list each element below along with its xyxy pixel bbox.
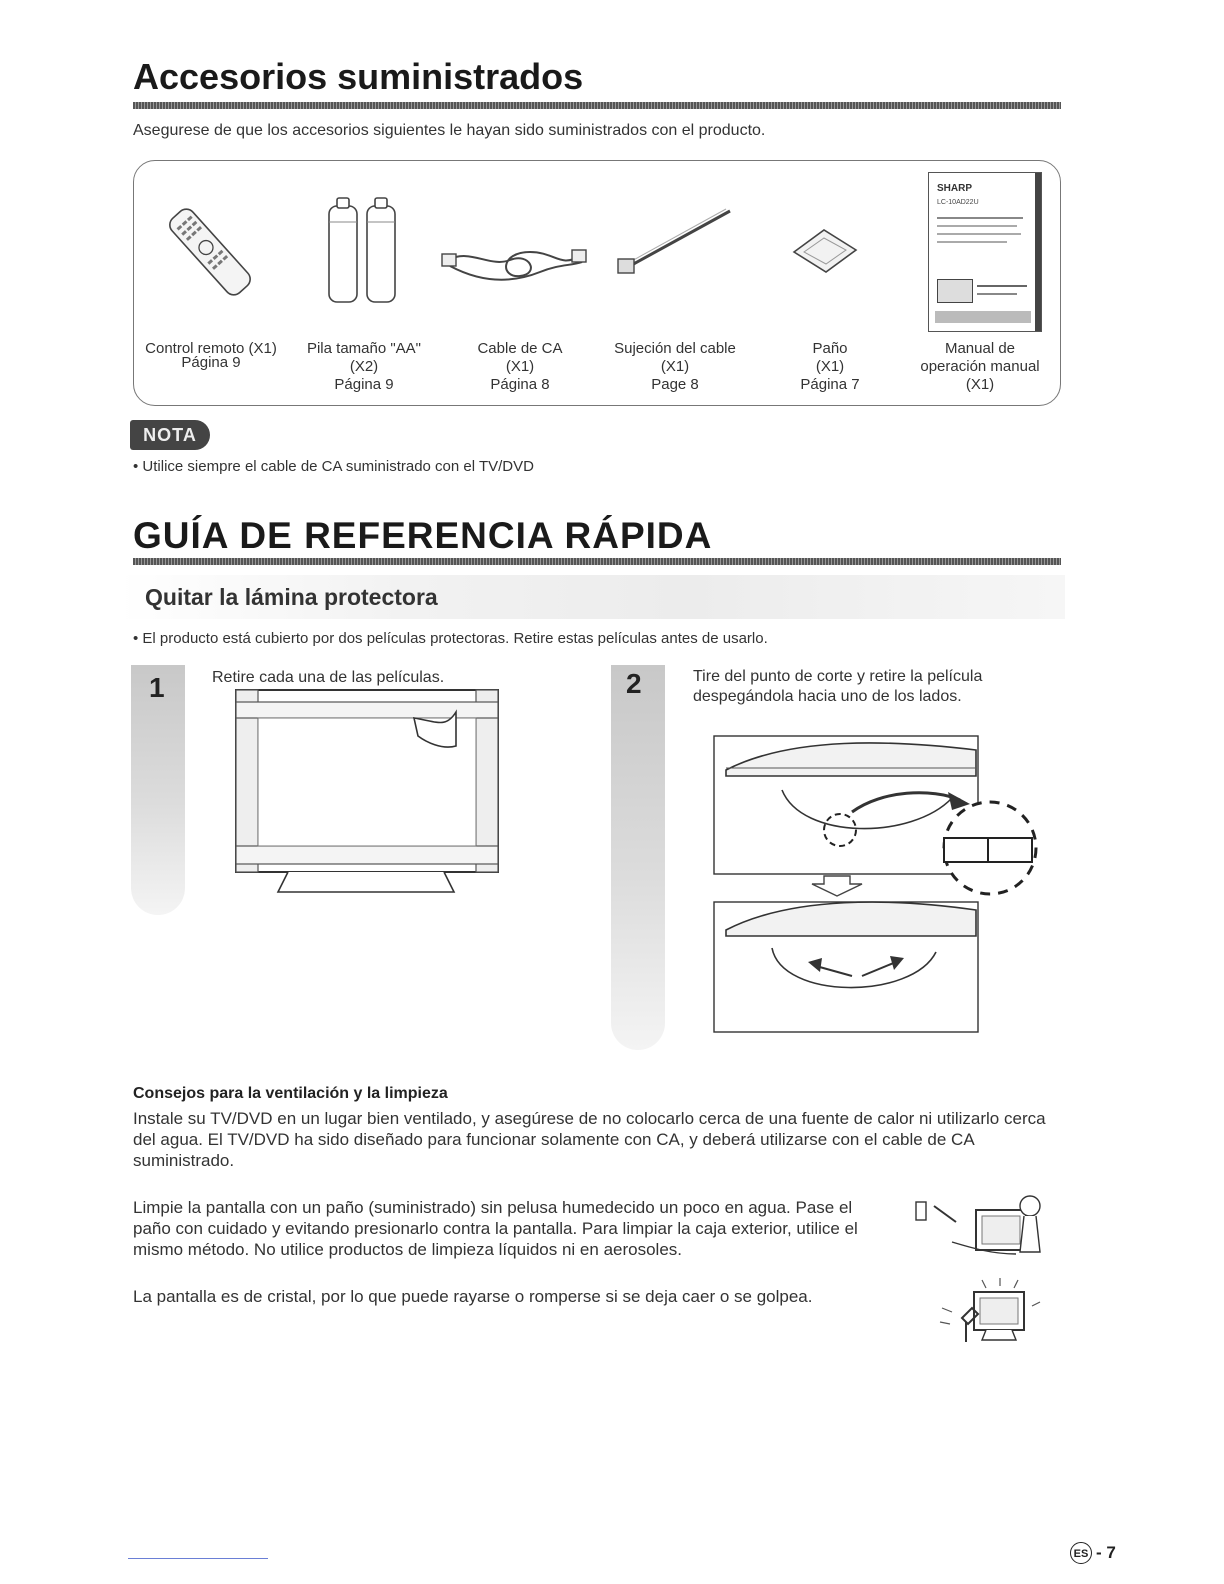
- note-text: • Utilice siempre el cable de CA suministrado con el TV/DVD: [133, 458, 534, 475]
- guide-title: GUÍA DE REFERENCIA RÁPIDA: [133, 515, 713, 556]
- accessory-batteries: Pila tamaño "AA" (X2) Página 9: [306, 340, 422, 393]
- accessory-ac-cable: Cable de CA (X1) Página 8: [477, 340, 563, 393]
- note-badge: NOTA: [130, 420, 210, 450]
- accessory-cable-tie: Sujeción del cable (X1) Page 8: [614, 340, 736, 393]
- footnote-rule: [128, 1558, 268, 1559]
- manual-model: LC-10AD22U: [937, 199, 979, 206]
- title-rule: [133, 102, 1061, 109]
- accessories-title: Accesorios suministrados: [133, 56, 584, 97]
- language-badge: ES: [1070, 1542, 1092, 1564]
- guide-subtitle: Quitar la lámina protectora: [145, 584, 438, 610]
- manual-brand: SHARP: [937, 183, 973, 194]
- ac-cable-icon: [440, 238, 590, 288]
- tips-title: Consejos para la ventilación y la limpieza: [133, 1085, 448, 1102]
- guide-intro: • El producto está cubierto por dos películas protectoras. Retire estas películas antes de usarlo.: [133, 630, 768, 647]
- tips-para3: La pantalla es de cristal, por lo que puede rayarse o romperse si se deja caer o se golpea.: [133, 1287, 813, 1306]
- accessory-cloth: Paño (X1) Página 7: [800, 340, 860, 393]
- tips-para1: Instale su TV/DVD en un lugar bien ventilado, y asegúrese de no colocarlo cerca de una fuente de calor ni utilizarlo cerca del agua. El TV/DVD ha sido diseñado para funcionar solamente con CA, y deberá utilizarse con el cable de CA suministrado.: [133, 1109, 1046, 1170]
- guide-rule: [133, 558, 1061, 565]
- tv-film-illustration: [228, 688, 503, 906]
- step1-text: Retire cada una de las películas.: [212, 669, 445, 686]
- accessories-intro: Asegurese de que los accesorios siguientes le hayan sido suministrados con el producto.: [133, 122, 766, 139]
- glass-screen-illustration: [912, 1278, 1042, 1356]
- step1-number: 1: [149, 672, 165, 703]
- tips-para2: Limpie la pantalla con un paño (suministrado) sin pelusa humedecido un poco en agua. Pase el paño con cuidado y evitando presionarlo contra la pantalla. Para limpiar la caja exterior, utilice el mismo método. No utilice productos de limpieza líquidos ni en aerosoles.: [133, 1198, 858, 1259]
- batteries-icon: [325, 194, 400, 306]
- cleaning-cloth-icon: [790, 226, 860, 276]
- cleaning-illustration: [912, 1192, 1042, 1272]
- step2-number: 2: [626, 668, 642, 699]
- page-number: - 7: [1096, 1543, 1116, 1562]
- manual-icon: [928, 172, 1042, 332]
- accessory-remote: Control remoto (X1) Página 9: [145, 340, 277, 371]
- accessory-manual: Manual de operación manual (X1): [920, 340, 1040, 393]
- cable-tie-icon: [610, 205, 740, 280]
- step2-bar: [611, 665, 665, 1050]
- step2-text: Tire del punto de corte y retire la película despegándola hacia uno de los lados.: [693, 668, 983, 705]
- peel-film-illustration: [712, 730, 1042, 1035]
- remote-control-icon: [160, 198, 260, 306]
